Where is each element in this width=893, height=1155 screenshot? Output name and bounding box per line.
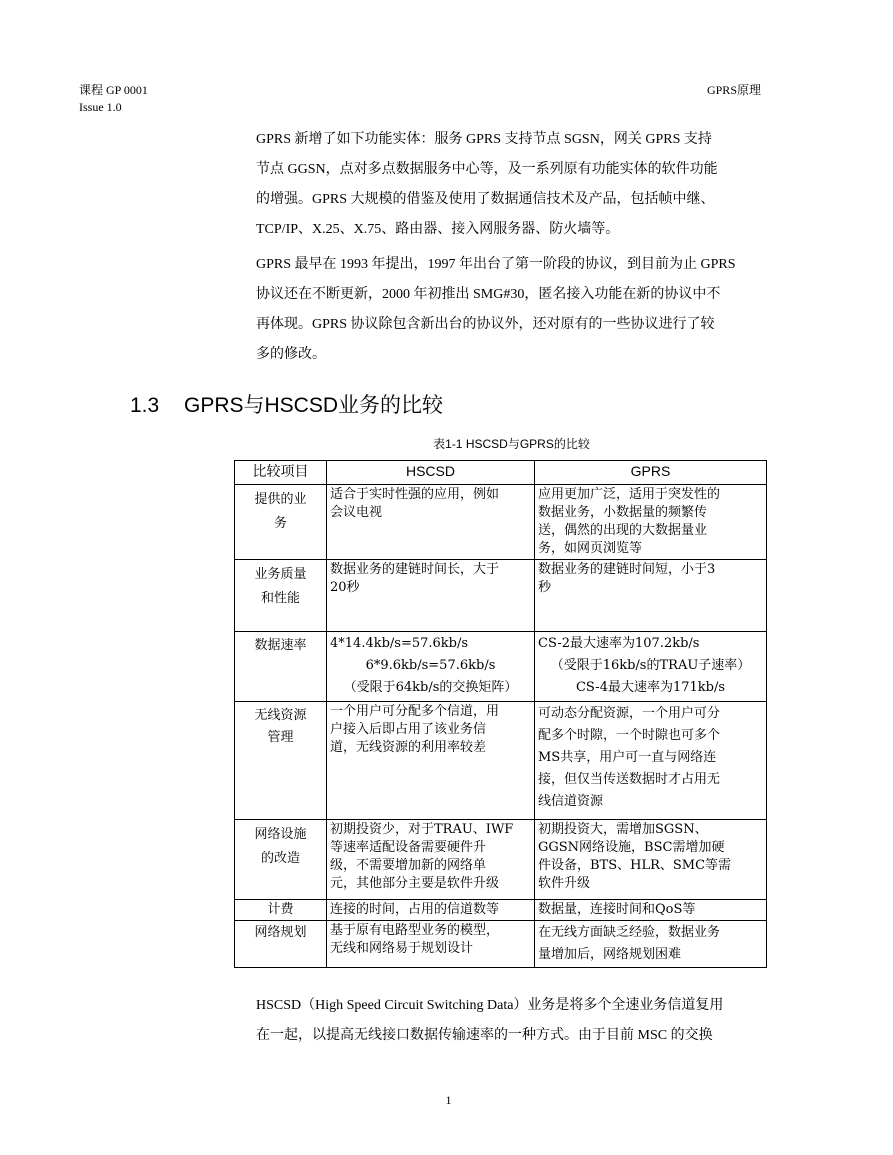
cell-line: 和性能: [260, 591, 300, 606]
cell-line: 基于原有电路型业务的模型，: [330, 923, 500, 938]
table-row: [235, 900, 767, 921]
cell-line: 一个用户可分配多个信道，用: [330, 704, 500, 719]
header-cell-hscsd: HSCSD: [327, 461, 535, 485]
header-cell-item: 比较项目: [235, 461, 327, 485]
table-row: [235, 702, 767, 820]
row-item-cell: [235, 560, 327, 632]
table-caption-text: 表1-1 HSCSD与GPRS的比较: [433, 437, 590, 451]
text-line: GPRS 最早在 1993 年提出，1997 年出台了第一阶段的协议，到目前为止 GPRS: [256, 257, 736, 272]
cell-line: 4*14.4kb/s=57.6kb/s: [330, 636, 469, 651]
text-line: TCP/IP、X.25、X.75、路由器、接入网服务器、防火墙等。: [256, 222, 620, 237]
cell-line: 元，其他部分主要是软件升级: [330, 876, 500, 891]
page-number-text: 1: [445, 1093, 452, 1107]
text-line: 在一起，以提高无线接口数据传输速率的一种方式。由于目前 MSC 的交换: [256, 1028, 713, 1043]
cell-line: 无线资源: [254, 708, 307, 723]
text-line: GPRS 新增了如下功能实体：服务 GPRS 支持节点 SGSN，网关 GPRS 支持: [256, 132, 712, 147]
hscsd-cell: [327, 485, 535, 560]
cell-line: 可动态分配资源，一个用户可分: [538, 706, 721, 721]
header-course: [79, 82, 148, 116]
cell-line: （受限于16kb/s的TRAU子速率）: [550, 658, 751, 673]
cell-line: 数据速率: [254, 638, 307, 653]
cell-line: 的改造: [260, 851, 300, 866]
section-number: 1.3: [130, 394, 160, 417]
row-item-cell: [235, 702, 327, 820]
paragraph-gprs-history: [256, 250, 766, 370]
cell-line: 6*9.6kb/s=57.6kb/s: [365, 658, 496, 673]
cell-line: 提供的业: [254, 492, 307, 507]
cell-line: 网络规划: [254, 925, 307, 940]
cell-line: 送，偶然的出现的大数据量业: [538, 523, 708, 538]
cell-line: 务，如网页浏览等: [538, 541, 643, 556]
gprs-cell: [535, 921, 767, 968]
gprs-cell: [535, 485, 767, 560]
header-cell-gprs: GPRS: [535, 461, 767, 485]
row-item-cell: [235, 485, 327, 560]
hscsd-cell: [327, 560, 535, 632]
cell-line: 配多个时隙，一个时隙也可多个: [538, 728, 721, 743]
cell-line: 量增加后，网络规划困难: [538, 947, 682, 962]
header-course-code: 课程 GP 0001: [79, 83, 148, 97]
table-header-row: [235, 461, 767, 485]
cell-line: 等速率适配设备需要硬件升: [330, 840, 487, 855]
cell-line: 无线和网络易于规划设计: [330, 941, 474, 956]
cell-line: 20秒: [330, 580, 360, 595]
text-line: 的增强。GPRS 大规模的借鉴及使用了数据通信技术及产品，包括帧中继、: [256, 192, 715, 207]
cell-line: 秒: [538, 580, 552, 595]
gprs-cell: [535, 560, 767, 632]
cell-line: 数据业务，小数据量的频繁传: [538, 505, 708, 520]
cell-line: 数据量，连接时间和QoS等: [538, 902, 696, 917]
gprs-cell: [535, 900, 767, 921]
row-item-cell: [235, 632, 327, 702]
cell-line: 业务质量: [254, 567, 307, 582]
row-item-cell: [235, 921, 327, 968]
cell-line: （受限于64kb/s的交换矩阵）: [343, 680, 518, 695]
cell-line: 接，但仅当传送数据时才占用无: [538, 772, 721, 787]
table-row: [235, 560, 767, 632]
text-line: HSCSD（High Speed Circuit Switching Data）业务是将多个全速业务信道复用: [256, 998, 724, 1013]
row-item-cell: [235, 820, 327, 900]
cell-line: CS-2最大速率为107.2kb/s: [538, 636, 700, 651]
cell-line: 适合于实时性强的应用，例如: [330, 487, 500, 502]
text-line: 再体现。GPRS 协议除包含新出台的协议外，还对原有的一些协议进行了较: [256, 317, 715, 332]
cell-line: 数据业务的建链时间短，小于3: [538, 562, 716, 577]
cell-line: 应用更加广泛，适用于突发性的: [538, 487, 721, 502]
text-line: 节点 GGSN，点对多点数据服务中心等，及一系列原有功能实体的软件功能: [256, 162, 718, 177]
cell-line: 级，不需要增加新的网络单: [330, 858, 487, 873]
cell-line: 会议电视: [330, 505, 383, 520]
cell-line: GGSN网络设施，BSC需增加硬: [538, 840, 725, 855]
section-title: GPRS与HSCSD业务的比较: [184, 394, 444, 417]
cell-line: 务: [273, 516, 287, 531]
header-title: GPRS原理: [706, 83, 761, 97]
cell-line: 网络设施: [254, 827, 307, 842]
table-caption: [0, 435, 893, 453]
comparison-table: [234, 460, 767, 968]
paragraph-hscsd-intro: [256, 991, 766, 1051]
cell-line: 在无线方面缺乏经验，数据业务: [538, 925, 721, 940]
header-issue: Issue 1.0: [79, 100, 122, 114]
paragraph-gprs-entities: [256, 125, 766, 245]
page-number: [0, 1093, 893, 1108]
text-line: 协议还在不断更新，2000 年初推出 SMG#30，匿名接入功能在新的协议中不: [256, 287, 721, 302]
hscsd-cell: [327, 702, 535, 820]
hscsd-cell: [327, 921, 535, 968]
cell-line: 线信道资源: [538, 794, 604, 809]
table-row: [235, 632, 767, 702]
row-item-cell: [235, 900, 327, 921]
gprs-cell: [535, 820, 767, 900]
cell-line: 道，无线资源的利用率较差: [330, 740, 487, 755]
cell-line: 件设备，BTS、HLR、SMC等需: [538, 858, 732, 873]
gprs-cell: [535, 702, 767, 820]
cell-line: 数据业务的建链时间长，大于: [330, 562, 500, 577]
hscsd-cell: [327, 900, 535, 921]
cell-line: 初期投资少，对于TRAU、IWF: [330, 822, 514, 837]
cell-line: CS-4最大速率为171kb/s: [575, 680, 726, 695]
cell-line: 计费: [267, 902, 294, 917]
text-line: 多的修改。: [256, 347, 326, 362]
cell-line: 初期投资大，需增加SGSN、: [538, 822, 708, 837]
cell-line: MS共享，用户可一直与网络连: [538, 750, 717, 765]
table-row: [235, 820, 767, 900]
section-heading: [130, 388, 443, 424]
cell-line: 管理: [267, 730, 294, 745]
cell-line: 软件升级: [538, 876, 591, 891]
cell-line: 连接的时间，占用的信道数等: [330, 902, 500, 917]
table-row: [235, 485, 767, 560]
gprs-cell: [535, 632, 767, 702]
cell-line: 户接入后即占用了该业务信: [330, 722, 487, 737]
table-row: [235, 921, 767, 968]
hscsd-cell: [327, 632, 535, 702]
hscsd-cell: [327, 820, 535, 900]
